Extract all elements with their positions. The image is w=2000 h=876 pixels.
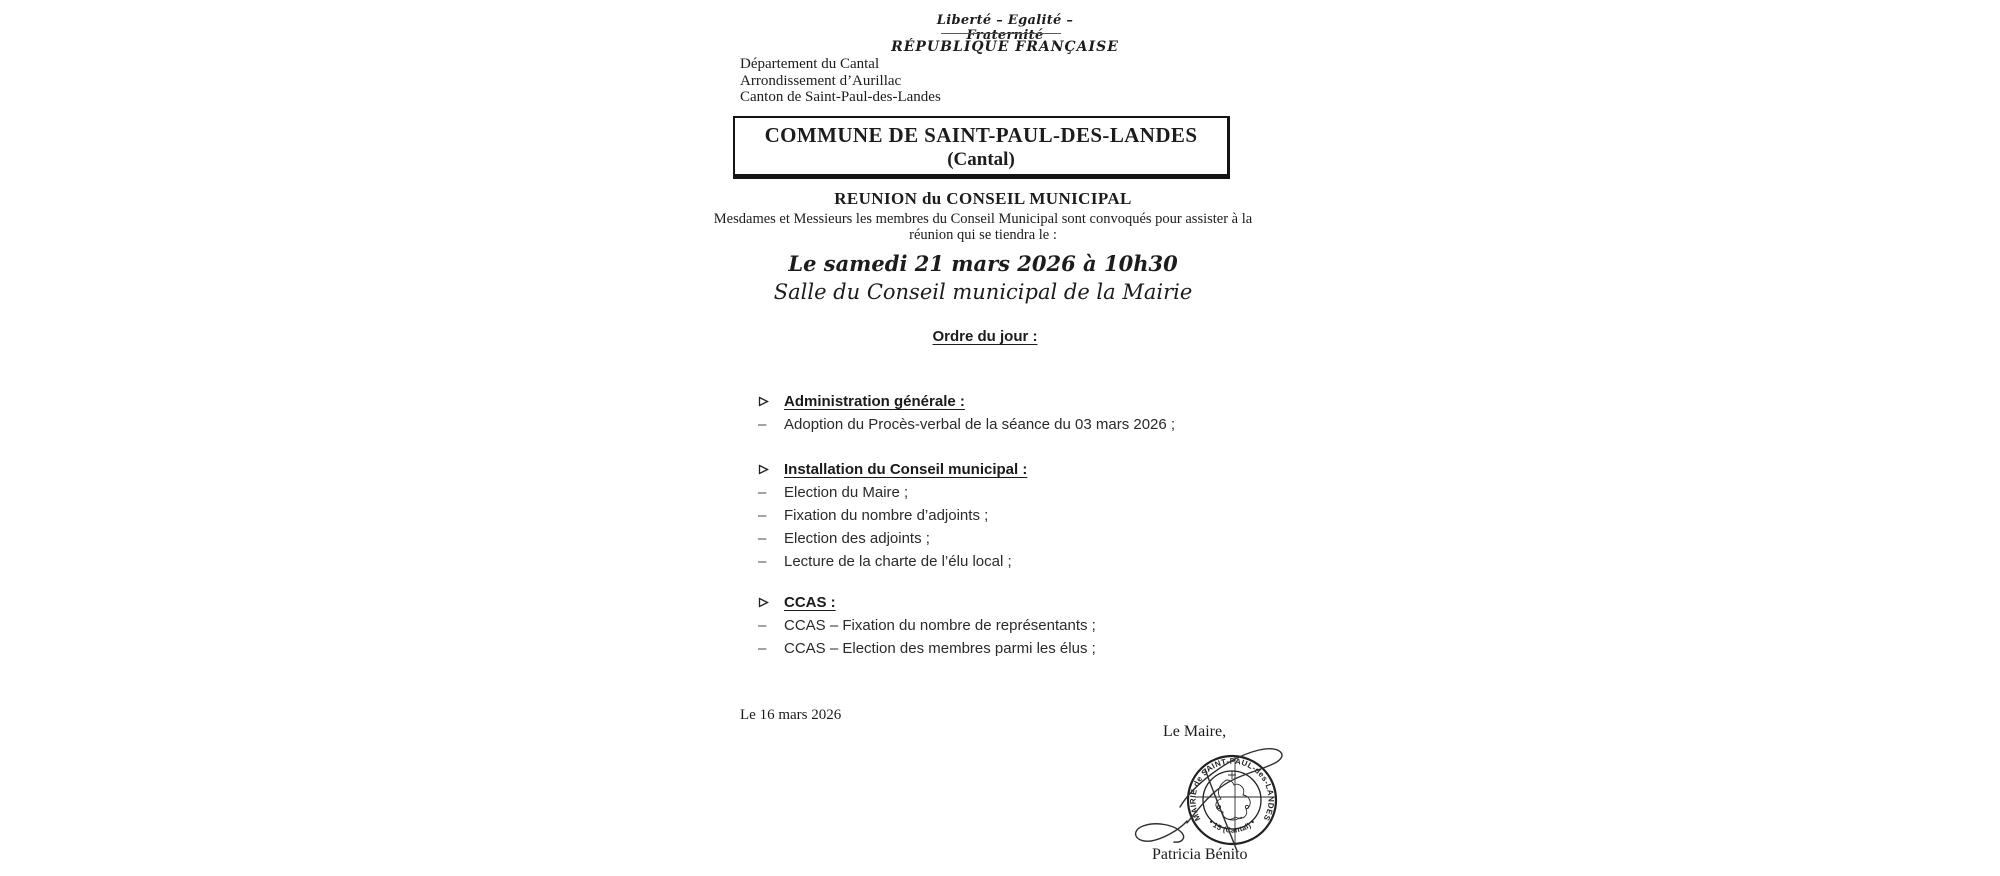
- agenda-group-title-row: [758, 461, 1358, 484]
- agenda-heading-label: Ordre du jour :: [932, 328, 1038, 345]
- agenda-heading: [710, 328, 1260, 345]
- agenda-group-title-row: [758, 393, 1358, 416]
- dash-marker: –: [758, 553, 767, 570]
- convocation-line-1: Mesdames et Messieurs les membres du Conseil Municipal sont convoqués pour assister à la: [713, 211, 1253, 227]
- agenda-item-text: Election des adjoints ;: [784, 530, 930, 547]
- agenda-item: [758, 617, 1358, 640]
- agenda-item-text: Lecture de la charte de l’élu local ;: [784, 553, 1012, 570]
- commune-title-box: [733, 116, 1230, 179]
- republic-title: RÉPUBLIQUE FRANÇAISE: [891, 39, 1119, 55]
- agenda-item: [758, 416, 1358, 439]
- dash-marker: –: [758, 530, 767, 547]
- agenda-item-text: CCAS – Election des membres parmi les élus ;: [784, 640, 1096, 657]
- meeting-date: Le samedi 21 mars 2026 à 10h30: [788, 251, 1178, 276]
- convocation-paragraph: [713, 212, 1253, 243]
- agenda-group-administration: [758, 393, 1358, 439]
- stamp-text-bottom: • 15 (Cantal) •: [1206, 817, 1258, 835]
- agenda-item: [758, 553, 1358, 576]
- svg-text:MAIRIE de SAINT-PAUL-des-LANDE: [1188, 757, 1275, 823]
- republic-motto: Liberté – Egalité – Fraternité: [936, 13, 1074, 43]
- stamp-text-top: MAIRIE de SAINT-PAUL-des-LANDES: [1188, 756, 1276, 823]
- agenda-item: [758, 507, 1358, 530]
- canton-line: Canton de Saint-Paul-des-Landes: [740, 89, 941, 105]
- agenda-item: [758, 530, 1358, 553]
- agenda-item: [758, 484, 1358, 507]
- dash-marker: –: [758, 640, 767, 657]
- agenda-group-title: CCAS :: [784, 594, 836, 611]
- agenda-item-text: Election du Maire ;: [784, 484, 909, 501]
- convocation-line-2: réunion qui se tiendra le :: [909, 226, 1057, 243]
- agenda-group-ccas: [758, 594, 1358, 663]
- agenda-item: [758, 640, 1358, 663]
- agenda-item-text: Fixation du nombre d’adjoints ;: [784, 507, 989, 524]
- agenda-item-text: Adoption du Procès-verbal de la séance du 03 mars 2026 ;: [784, 416, 1176, 433]
- dash-marker: –: [758, 507, 767, 524]
- document-date: Le 16 mars 2026: [740, 707, 842, 723]
- signatory-name: Patricia Bénito: [1152, 846, 1248, 863]
- dash-marker: –: [758, 484, 767, 501]
- meeting-location: Salle du Conseil municipal de la Mairie: [773, 280, 1193, 304]
- commune-name: COMMUNE DE SAINT-PAUL-DES-LANDES: [764, 123, 1198, 147]
- motto-divider: [941, 33, 1061, 34]
- signatory-title: Le Maire,: [1163, 723, 1227, 740]
- agenda-group-title: Installation du Conseil municipal :: [784, 461, 1028, 478]
- arrondissement-line: Arrondissement d’Aurillac: [740, 72, 902, 89]
- departement-line: Département du Cantal: [740, 56, 880, 72]
- dash-marker: –: [758, 617, 767, 634]
- agenda-group-installation: [758, 461, 1358, 576]
- agenda-item-text: CCAS – Fixation du nombre de représentants ;: [784, 617, 1096, 634]
- commune-department: (Cantal): [947, 149, 1015, 170]
- arrow-bullet-icon: [758, 393, 784, 411]
- arrow-bullet-icon: [758, 461, 784, 479]
- arrow-bullet-icon: [758, 594, 784, 612]
- meeting-heading: REUNION du CONSEIL MUNICIPAL: [834, 189, 1132, 208]
- agenda-group-title-row: [758, 594, 1358, 617]
- administrative-block: [740, 56, 941, 106]
- round-seal-icon: [1188, 756, 1276, 844]
- dash-marker: –: [758, 416, 767, 433]
- agenda-group-title: Administration générale :: [784, 393, 965, 410]
